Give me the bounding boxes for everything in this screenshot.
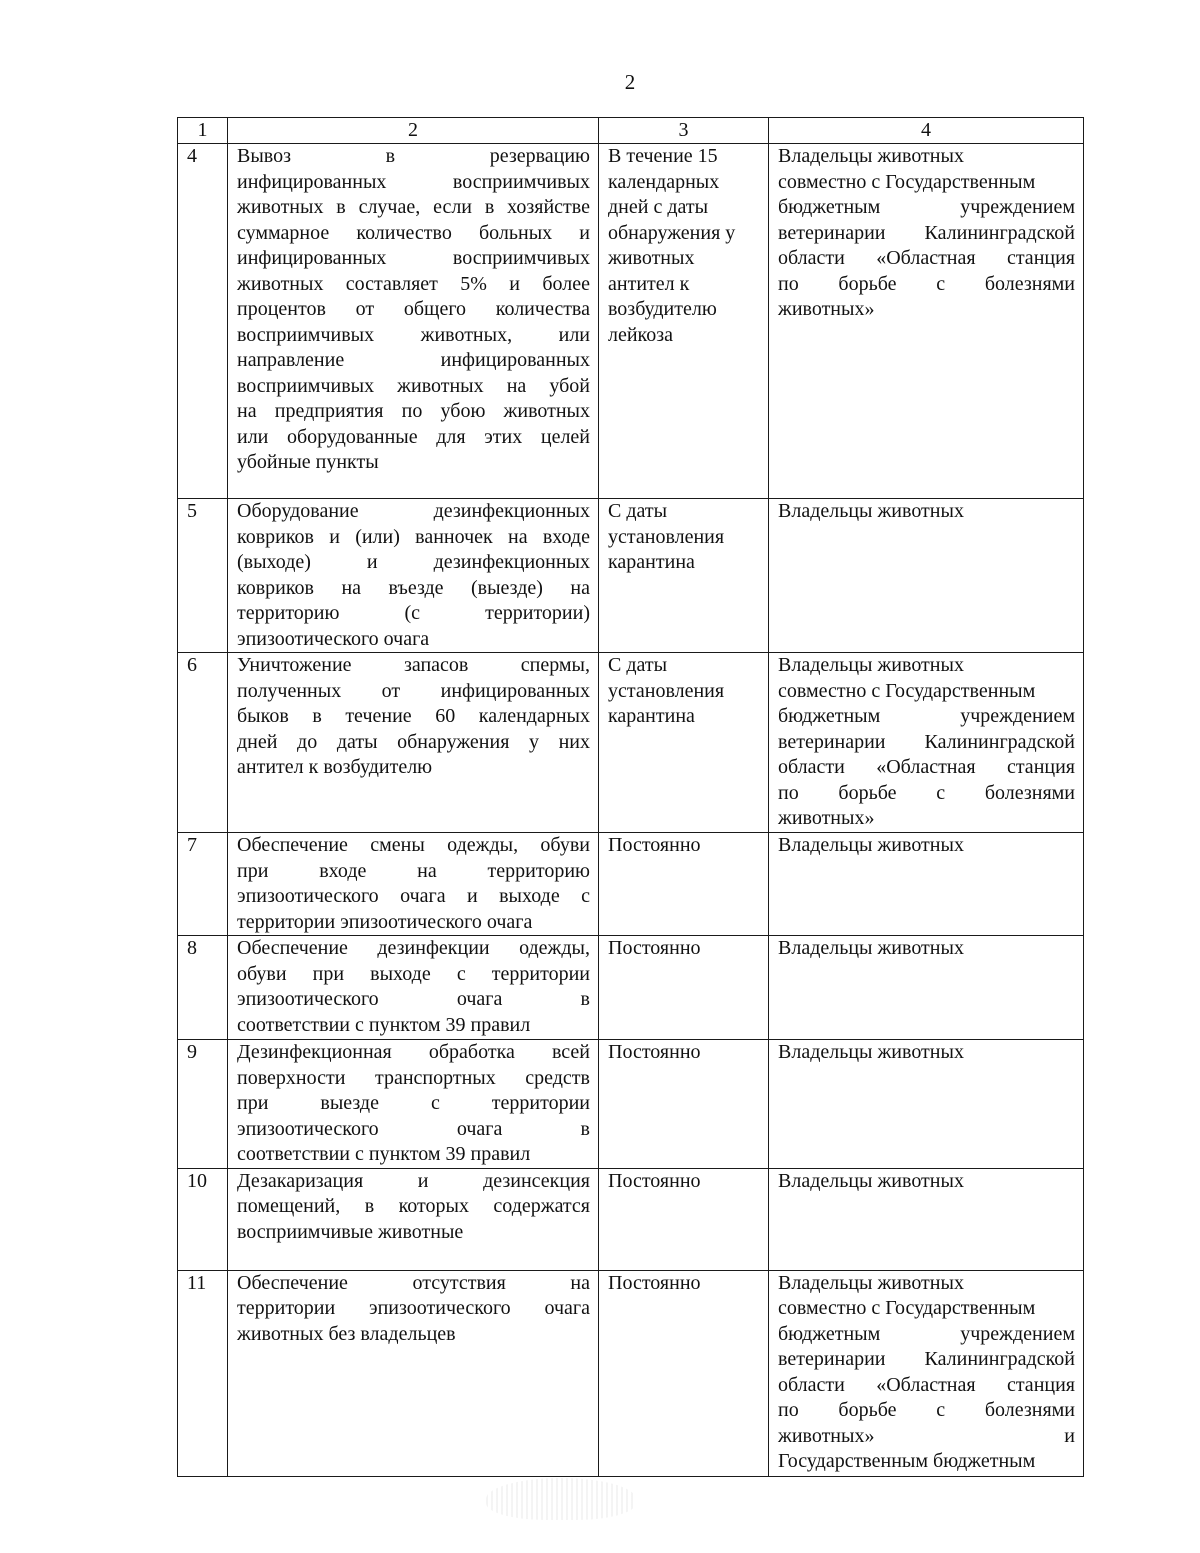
deadline-cell (599, 499, 769, 653)
responsible-cell (769, 1168, 1084, 1270)
row-number: 11 (178, 1270, 228, 1476)
deadline-cell-line: С даты (608, 654, 668, 676)
page-number: 2 (624, 70, 636, 94)
measure-cell-line: Обеспечение отсутствия на (237, 1271, 590, 1294)
measure-cell (228, 936, 599, 1040)
deadline-cell (599, 1040, 769, 1169)
measure-cell (228, 144, 599, 499)
table-row (178, 936, 1084, 1040)
measure-cell (228, 499, 599, 653)
responsible-cell-line: Владельцы животных (778, 834, 964, 856)
table-row (178, 144, 1084, 499)
table-row (178, 1168, 1084, 1270)
deadline-cell (599, 1270, 769, 1476)
responsible-cell-line: бюджетным учреждением (778, 705, 1075, 727)
responsible-cell (769, 1270, 1084, 1476)
table-row (178, 1270, 1084, 1476)
deadline-cell (599, 653, 769, 833)
measure-cell-line: соответствии с пунктом 39 правил (237, 1143, 531, 1165)
deadline-cell-line: обнаружения у (608, 221, 736, 244)
measure-cell (228, 1168, 599, 1270)
responsible-cell-line: области «Областная станция (778, 1373, 1075, 1396)
measure-cell (228, 1040, 599, 1169)
row-number: 9 (178, 1040, 228, 1169)
deadline-cell-line: Постоянно (608, 937, 701, 959)
responsible-cell-line: животных» и (778, 1424, 1075, 1447)
measure-cell-line: восприимчивых животных на убой (237, 374, 590, 397)
column-number-4: 4 (769, 118, 1084, 144)
measure-cell-line: ковриков и (или) ванночек на входе (237, 525, 590, 548)
responsible-cell (769, 499, 1084, 653)
column-number-2: 2 (228, 118, 599, 144)
deadline-cell-line: дней с даты (608, 196, 709, 218)
measure-cell-line: Дезакаризация и дезинсекция (237, 1169, 590, 1192)
table-body (178, 118, 1084, 1477)
deadline-cell-line: установления (608, 525, 725, 548)
row-number: 6 (178, 653, 228, 833)
row-number: 7 (178, 833, 228, 936)
responsible-cell-line: ветеринарии Калининградской (778, 730, 1075, 753)
measure-cell-line: Обеспечение дезинфекции одежды, (237, 937, 590, 959)
responsible-cell-line: области «Областная станция (778, 247, 1075, 269)
responsible-cell (769, 936, 1084, 1040)
table-row (178, 499, 1084, 653)
responsible-cell-line: Владельцы животных (778, 145, 964, 167)
measure-cell-line: восприимчивых животных, или (237, 323, 590, 346)
measure-cell-line: на предприятия по убою животных (237, 400, 590, 422)
deadline-cell-line: возбудителю (608, 298, 717, 320)
responsible-cell-line: по борьбе с болезнями (778, 781, 1075, 804)
measure-cell-line: Вывоз в резервацию (237, 145, 590, 167)
deadline-cell-line: установления (608, 679, 725, 702)
row-number: 4 (178, 144, 228, 499)
responsible-cell-line: бюджетным учреждением (778, 1322, 1075, 1345)
measure-cell-line: эпизоотического очага (237, 627, 430, 650)
deadline-cell-line: Постоянно (608, 1271, 701, 1294)
responsible-cell-line: области «Областная станция (778, 756, 1075, 778)
measure-cell-line: при входе на территорию (237, 859, 590, 882)
measure-cell-line: помещений, в которых содержатся (237, 1195, 590, 1217)
deadline-cell-line: лейкоза (608, 323, 674, 346)
deadline-cell (599, 144, 769, 499)
measure-cell-line: полученных от инфицированных (237, 679, 590, 702)
measure-cell-line: эпизоотического очага в (237, 1117, 590, 1140)
responsible-cell (769, 1040, 1084, 1169)
measure-cell-line: суммарное количество больных и (237, 221, 590, 244)
responsible-cell (769, 833, 1084, 936)
table-row (178, 653, 1084, 833)
measure-cell-line: Обеспечение смены одежды, обуви (237, 834, 590, 856)
measure-cell (228, 1270, 599, 1476)
deadline-cell-line: Постоянно (608, 834, 701, 856)
measure-cell-line: убойные пункты (237, 451, 379, 473)
measure-cell-line: ковриков на въезде (выезде) на (237, 576, 590, 599)
measure-cell-line: эпизоотического очага и выходе с (237, 885, 590, 907)
deadline-cell (599, 1168, 769, 1270)
measure-cell-line: территорию (с территории) (237, 602, 590, 624)
measure-cell (228, 653, 599, 833)
measure-cell-line: животных в случае, если в хозяйстве (237, 196, 590, 218)
deadline-cell-line: Постоянно (608, 1169, 701, 1192)
responsible-cell-line: животных» (778, 807, 875, 829)
measure-cell-line: животных без владельцев (237, 1322, 456, 1345)
deadline-cell-line: антител к (608, 272, 690, 295)
responsible-cell-line: Владельцы животных (778, 500, 964, 522)
responsible-cell (769, 653, 1084, 833)
measure-cell-line: инфицированных восприимчивых (237, 170, 590, 193)
measure-cell-line: обуви при выходе с территории (237, 962, 590, 985)
deadline-cell-line: карантина (608, 705, 695, 727)
responsible-cell-line: Владельцы животных (778, 654, 964, 676)
responsible-cell-line: ветеринарии Калининградской (778, 1348, 1075, 1370)
responsible-cell-line: бюджетным учреждением (778, 196, 1075, 218)
measure-cell-line: территории эпизоотического очага (237, 910, 533, 933)
responsible-cell-line: Государственным бюджетным (778, 1450, 1036, 1472)
deadline-cell (599, 936, 769, 1040)
responsible-cell-line: Владельцы животных (778, 1271, 964, 1294)
responsible-cell-line: Владельцы животных (778, 1041, 964, 1063)
measure-cell-line: восприимчивые животные (237, 1220, 464, 1243)
responsible-cell-line: по борьбе с болезнями (778, 1399, 1075, 1421)
responsible-cell (769, 144, 1084, 499)
measure-cell-line: (выходе) и дезинфекционных (237, 551, 590, 573)
measure-cell-line: соответствии с пунктом 39 правил (237, 1013, 531, 1036)
measure-cell-line: эпизоотического очага в (237, 988, 590, 1010)
measure-cell-line: процентов от общего количества (237, 298, 590, 320)
table-row (178, 833, 1084, 936)
measure-cell-line: животных составляет 5% и более (237, 272, 590, 295)
faint-stamp-mark (486, 1478, 636, 1520)
measure-cell-line: территории эпизоотического очага (237, 1297, 590, 1319)
deadline-cell-line: календарных (608, 170, 720, 193)
responsible-cell-line: по борьбе с болезнями (778, 272, 1075, 295)
measures-table (177, 117, 1084, 1477)
measure-cell-line: Дезинфекционная обработка всей (237, 1041, 590, 1063)
measure-cell-line: Оборудование дезинфекционных (237, 500, 590, 522)
responsible-cell-line: Владельцы животных (778, 937, 964, 959)
deadline-cell-line: животных (608, 247, 695, 269)
measure-cell-line: быков в течение 60 календарных (237, 705, 590, 727)
responsible-cell-line: ветеринарии Калининградской (778, 221, 1075, 244)
column-number-3: 3 (599, 118, 769, 144)
measure-cell-line: при выезде с территории (237, 1092, 590, 1114)
deadline-cell-line: Постоянно (608, 1041, 701, 1063)
deadline-cell-line: С даты (608, 500, 668, 522)
responsible-cell-line: совместно с Государственным (778, 170, 1036, 193)
row-number: 5 (178, 499, 228, 653)
measure-cell-line: дней до даты обнаружения у них (237, 730, 590, 753)
responsible-cell-line: совместно с Государственным (778, 1297, 1036, 1319)
measure-cell (228, 833, 599, 936)
row-number: 8 (178, 936, 228, 1040)
column-number-row (178, 118, 1084, 144)
measure-cell-line: Уничтожение запасов спермы, (237, 654, 590, 676)
measure-cell-line: антител к возбудителю (237, 756, 433, 778)
row-number: 10 (178, 1168, 228, 1270)
measure-cell-line: или оборудованные для этих целей (237, 425, 590, 448)
measure-cell-line: инфицированных восприимчивых (237, 247, 590, 269)
deadline-cell-line: В течение 15 (608, 145, 718, 167)
deadline-cell (599, 833, 769, 936)
column-number-1: 1 (178, 118, 228, 144)
measure-cell-line: поверхности транспортных средств (237, 1066, 590, 1089)
responsible-cell-line: Владельцы животных (778, 1169, 964, 1192)
table-row (178, 1040, 1084, 1169)
deadline-cell-line: карантина (608, 551, 695, 573)
responsible-cell-line: совместно с Государственным (778, 679, 1036, 702)
measure-cell-line: направление инфицированных (237, 349, 590, 371)
responsible-cell-line: животных» (778, 298, 875, 320)
